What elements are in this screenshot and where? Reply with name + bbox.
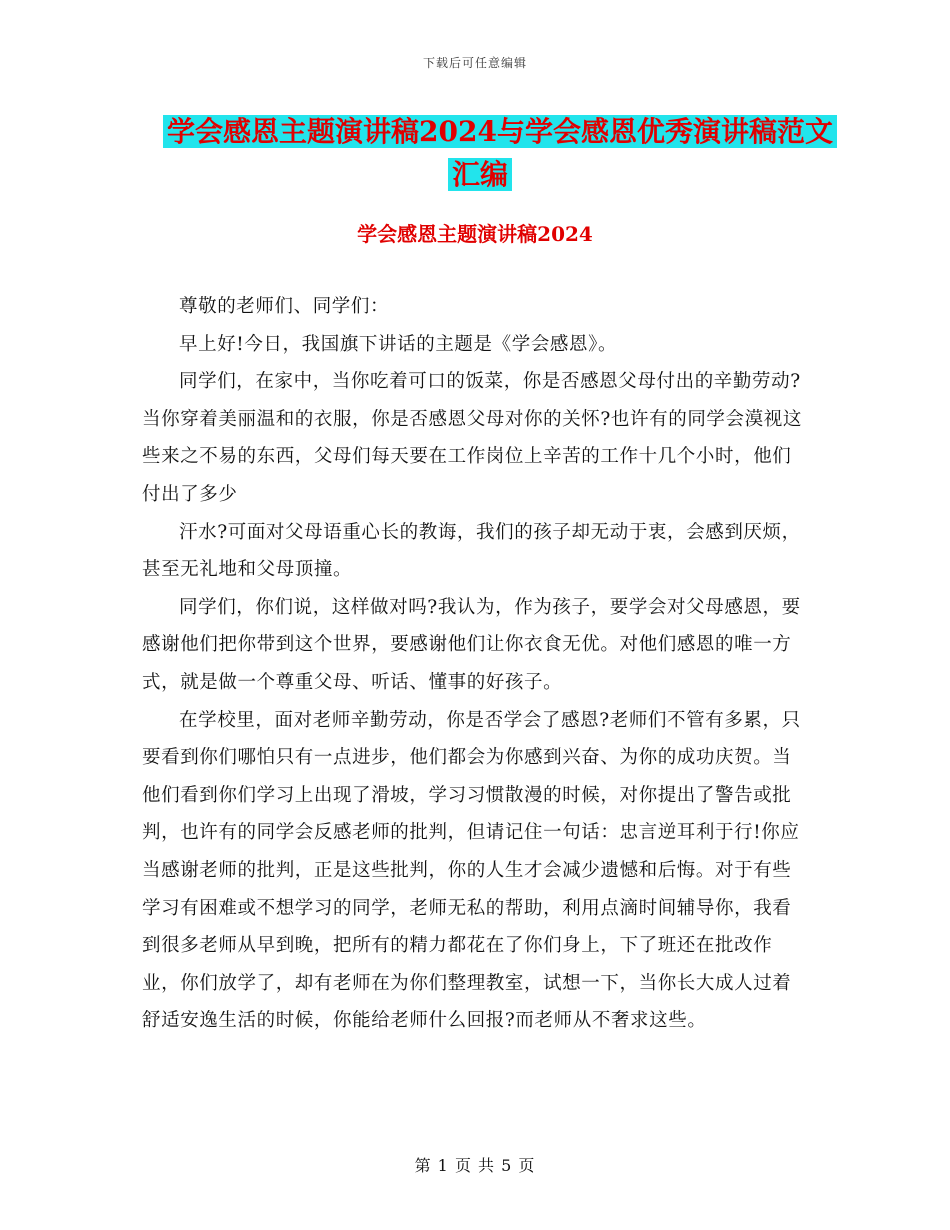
page-footer: 第 1 页 共 5 页 — [414, 1156, 536, 1175]
section-heading: 学会感恩主题演讲稿2024 — [357, 222, 593, 246]
document-title-text-2: 汇编 — [448, 158, 512, 191]
paragraph: 在学校里，面对老师辛勤劳动，你是否学会了感恩?老师们不管有多累，只要看到你们哪怕只有一点进步，他们都会为你感到兴奋、为你的成功庆贺。当他们看到你们学习上出现了滑坡，学习习惯散漫的时候，对你提出了警告或批判，也许有的同学会反感老师的批判，但请记住一句话：忠言逆耳利于行!你应当感谢老师的批判，正是这些批判，你的人生才会减少遗憾和后悔。对于有些学习有困难或不想学习的同学，老师无私的帮助，利用点滴时间辅导你，我看到很多老师从早到晚，把所有的精力都花在了你们身上，下了班还在批改作业，你们放学了，却有老师在为你们整理教室，试想一下，当你长大成人过着舒适安逸生活的时候，你能给老师什么回报?而老师从不奢求这些。 — [142, 709, 801, 1032]
paragraph: 早上好!今日，我国旗下讲话的主题是《学会感恩》。 — [179, 333, 618, 355]
paragraph: 汗水?可面对父母语重心长的教诲，我们的孩子却无动于衷，会感到厌烦，甚至无礼地和父母顶撞。 — [142, 521, 801, 581]
paragraph: 同学们，在家中，当你吃着可口的饭菜，你是否感恩父母付出的辛勤劳动?当你穿着美丽温和的衣服，你是否感恩父母对你的关怀?也许有的同学会漠视这些来之不易的东西，父母们每天要在工作岗位上辛苦的工作十几个小时，他们付出了多少 — [142, 371, 802, 505]
document-title-line-1 — [150, 110, 850, 154]
paragraph: 同学们，你们说，这样做对吗?我认为，作为孩子，要学会对父母感恩，要感谢他们把你带到这个世界，要感谢他们让你衣食无优。对他们感恩的唯一方式，就是做一个尊重父母、听话、懂事的好孩子。 — [142, 596, 801, 693]
body-text — [142, 288, 810, 1040]
document-title-text-1: 学会感恩主题演讲稿2024与学会感恩优秀演讲稿范文 — [163, 115, 837, 148]
page-header-note: 下载后可任意编辑 — [422, 56, 527, 70]
document-title-line-2 — [140, 153, 820, 197]
paragraph: 尊敬的老师们、同学们： — [179, 296, 390, 317]
